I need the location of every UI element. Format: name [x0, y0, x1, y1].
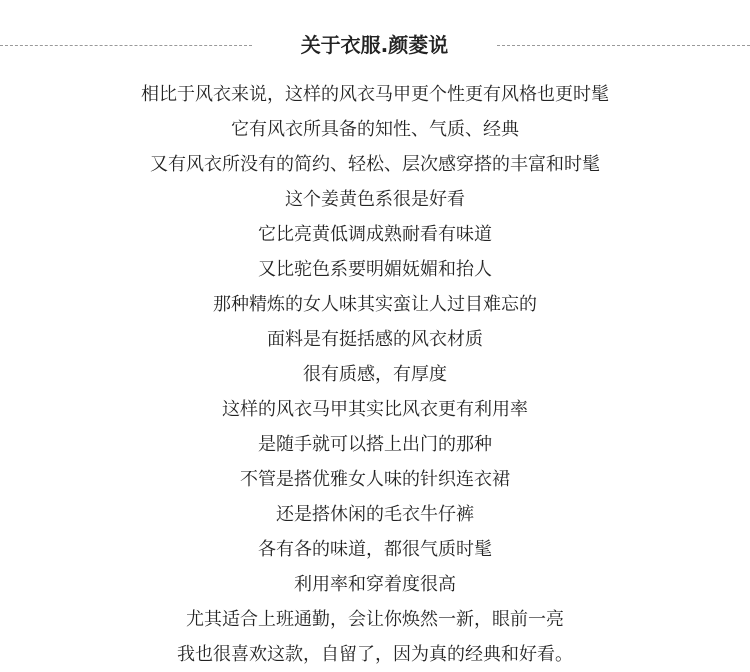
- section-header: [0, 23, 750, 67]
- body-line: 这个姜黄色系很是好看: [285, 189, 465, 210]
- body-line: 它有风衣所具备的知性、气质、经典: [231, 119, 519, 140]
- section-title: 关于衣服.颜菱说: [300, 33, 449, 57]
- body-line: 面料是有挺括感的风衣材质: [267, 329, 483, 350]
- body-line: 不管是搭优雅女人味的针织连衣裙: [240, 469, 510, 490]
- body-line: 很有质感，有厚度: [303, 364, 447, 385]
- body-line: 相比于风衣来说，这样的风衣马甲更个性更有风格也更时髦: [141, 84, 609, 105]
- body-line: 又有风衣所没有的简约、轻松、层次感穿搭的丰富和时髦: [150, 154, 600, 175]
- body-line: 我也很喜欢这款，自留了，因为真的经典和好看。: [177, 644, 573, 665]
- body-line: 那种精炼的女人味其实蛮让人过目难忘的: [213, 294, 537, 315]
- body-line: 还是搭休闲的毛衣牛仔裤: [276, 504, 474, 525]
- body-line: 利用率和穿着度很高: [294, 574, 456, 595]
- body-line: 尤其适合上班通勤，会让你焕然一新，眼前一亮: [186, 609, 564, 630]
- body-line: 各有各的味道，都很气质时髦: [258, 539, 492, 560]
- article-body: [0, 77, 750, 672]
- dashed-divider-left: [0, 45, 252, 46]
- body-line: 这样的风衣马甲其实比风衣更有利用率: [222, 399, 528, 420]
- body-line: 它比亮黄低调成熟耐看有味道: [258, 224, 492, 245]
- body-line: 又比驼色系要明媚妩媚和抬人: [258, 259, 492, 280]
- body-line: 是随手就可以搭上出门的那种: [258, 434, 492, 455]
- dashed-divider-right: [497, 45, 750, 46]
